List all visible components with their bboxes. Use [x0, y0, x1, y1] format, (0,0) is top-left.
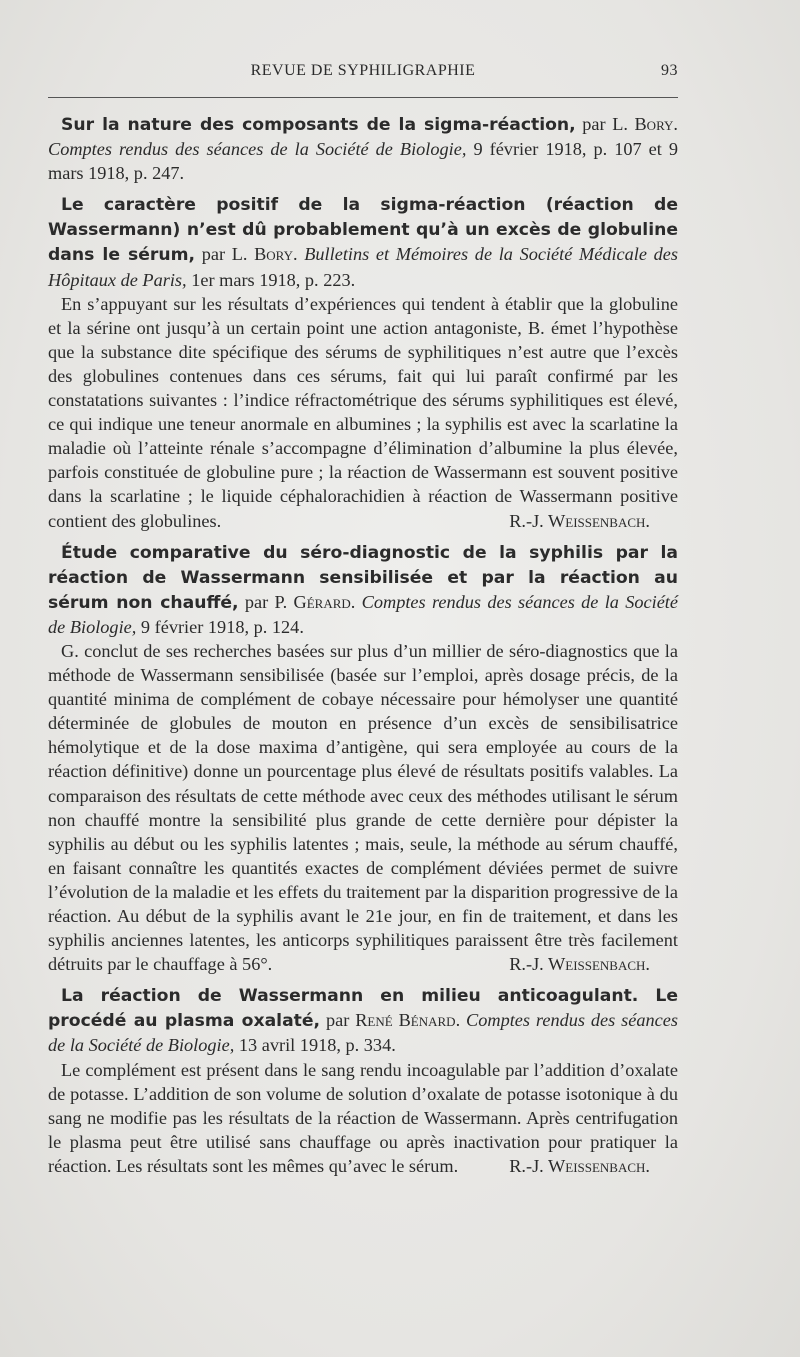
abstract-body — [48, 639, 678, 976]
by-text: par — [238, 591, 275, 612]
signature: R.-J. Weissenbach. — [509, 510, 650, 531]
journal: Comptes rendus des séances de la Société de Biologie, — [48, 1010, 679, 1056]
abstract-text: En s’appuyant sur les résultats d’expériences qui tendent à établir que la globuline et la sérine ont jusqu’à un certain point une action antagoniste, B. émet l’hypothèse que la substance dite spécifique des sérums de syphilitiques n’est autre que l’excès des globulines contenues dans ces sérums, fait qui lui paraît confirmé par les constatations suivantes : l’indice réfractométrique des sérums syphilitiques est élevé, ce qui indique une teneur anormale en albumines ; la syphilis est avec la scarlatine la maladie où l’atteinte rénale s’accompagne d’élimination d’albumine la plus élevée, parfois constituée de globuline pure ; la réaction de Wassermann est souvent positive dans la scarlatine ; le liquide céphalorachidien à réaction de Wassermann positive contient des globulines. — [48, 293, 678, 531]
page-header — [48, 60, 678, 86]
abstract-text: G. conclut de ses recherches basées sur plus d’un millier de séro-diagnostics que la méthode de Wassermann sensibilisée (basée sur l’emploi, après dosage précis, de la quantité minima de complément de cobaye nécessaire pour hémolyser une quantité déterminée de globules de mouton en présence d’un excès de sensibilisatrice hémolytique et de la dose maxima d’antigène, qui sera employée au cours de la réaction définitive) donne un pourcentage plus élevé de résultats positifs valables. La comparaison des résultats de cette méthode avec ceux des méthodes utilisant le sérum non chauffé montre la sensibilité plus grande de cette dernière pour dépister la syphilis au début ou les syphilis latentes ; mais, seule, la méthode au sérum chauffé, en faisant connaître les quantités exactes de complément déviées permet de suivre l’évolution de la maladie et les effets du traitement par la disparition progressive de la réaction. Au début de la syphilis avant le 21e jour, en fin de traitement, et dans les syphilis anciennes latentes, les anticorps syphilitiques paraissent être très facilement détruits par le chauffage à 56°. — [48, 640, 678, 975]
abstract-entry — [48, 983, 678, 1178]
author: L. Bory — [612, 114, 674, 134]
author-tail: . — [350, 591, 362, 612]
abstract-body — [48, 292, 678, 533]
author: P. Gérard — [274, 591, 351, 612]
abstract-entry — [48, 540, 678, 977]
author: L. Bory — [231, 244, 294, 265]
journal: Comptes rendus des séances de la Société de Biologie, — [48, 139, 467, 160]
citation — [48, 540, 678, 639]
article-column — [48, 112, 678, 1185]
entry-title: La réaction de Wassermann en milieu anticoagulant. Le procédé au plasma oxalaté, — [48, 986, 678, 1032]
by-text: par — [575, 114, 613, 134]
signature: R.-J. Weissenbach. — [509, 1155, 650, 1176]
citation — [48, 192, 678, 291]
reference: 1er mars 1918, p. 223. — [186, 269, 356, 290]
citation — [48, 112, 678, 185]
abstract-entry — [48, 192, 678, 532]
header-rule — [48, 97, 678, 98]
signature: R.-J. Weissenbach. — [509, 954, 650, 975]
author: René Bénard — [355, 1010, 456, 1031]
author-tail: . — [455, 1010, 467, 1031]
entry-title: Le caractère positif de la sigma-réaction (réaction de Wassermann) n’est dû probablement qu’à un excès de globuline dans le sérum, — [48, 195, 678, 266]
by-text: par — [320, 1010, 356, 1031]
running-title: REVUE DE SYPHILIGRAPHIE — [250, 62, 476, 79]
author-tail: . — [293, 244, 305, 265]
citation — [48, 983, 678, 1057]
abstract-body — [48, 1058, 678, 1178]
reference: 9 février 1918, p. 124. — [136, 616, 304, 637]
reference: 9 février 1918, p. 107 et 9 mars 1918, p. 247. — [48, 139, 678, 184]
entry-title: Sur la nature des composants de la sigma-réaction, — [61, 115, 576, 135]
journal: Bulletins et Mémoires de la Société Médicale des Hôpitaux de Paris, — [48, 244, 679, 290]
journal: Comptes rendus des séances de la Société de Biologie, — [48, 591, 679, 637]
page-number: 93 — [661, 62, 678, 79]
abstract-text: Le complément est présent dans le sang rendu incoagulable par l’addition d’oxalate de potasse. L’addition de son volume de solution d’oxalate de potasse isotonique à du sang ne modifie pas les résultats de la réaction de Wassermann. Après centrifugation le plasma peut être utilisé sans chauffage ou après inactivation pour pratiquer la réaction. Les résultats sont les mêmes qu’avec le sérum. — [48, 1059, 678, 1176]
by-text: par — [195, 244, 232, 265]
author-tail: . — [673, 114, 678, 134]
reference: 13 avril 1918, p. 334. — [234, 1035, 396, 1056]
entry-title: Étude comparative du séro-diagnostic de la syphilis par la réaction de Wassermann sensibilisée et par la réaction au sérum non chauffé, — [48, 542, 678, 613]
abstract-entry — [48, 112, 678, 185]
